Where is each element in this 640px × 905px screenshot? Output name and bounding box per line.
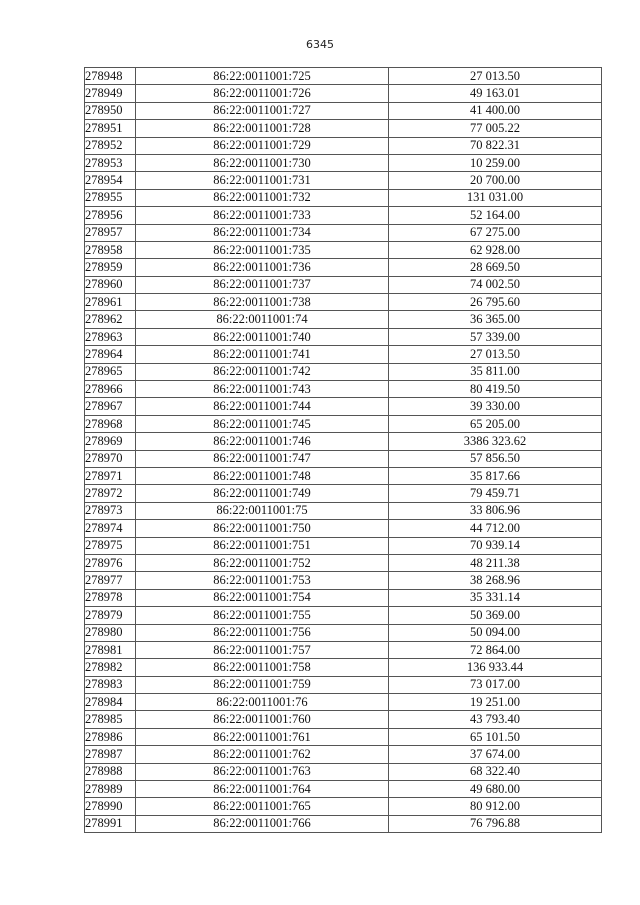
cadastral-value-cell: 52 164.00: [389, 207, 602, 224]
table-row: [85, 415, 602, 432]
table-row: [85, 520, 602, 537]
record-number-cell: 278986: [85, 728, 136, 745]
cadastral-number-cell: 86:22:0011001:748: [136, 467, 389, 484]
record-number-cell: 278964: [85, 346, 136, 363]
record-number-cell: 278979: [85, 607, 136, 624]
cadastral-value-cell: 131 031.00: [389, 189, 602, 206]
cadastral-value-cell: 74 002.50: [389, 276, 602, 293]
record-number-cell: 278958: [85, 241, 136, 258]
record-number-cell: 278955: [85, 189, 136, 206]
record-number-cell: 278976: [85, 554, 136, 571]
table-row: [85, 102, 602, 119]
cadastral-value-cell: 28 669.50: [389, 259, 602, 276]
table-row: [85, 381, 602, 398]
table-row: [85, 589, 602, 606]
cadastral-value-cell: 57 856.50: [389, 450, 602, 467]
record-number-cell: 278975: [85, 537, 136, 554]
cadastral-value-cell: 35 331.14: [389, 589, 602, 606]
table-row: [85, 641, 602, 658]
table-row: [85, 328, 602, 345]
record-number-cell: 278952: [85, 137, 136, 154]
cadastral-number-cell: 86:22:0011001:764: [136, 781, 389, 798]
record-number-cell: 278967: [85, 398, 136, 415]
record-number-cell: 278980: [85, 624, 136, 641]
cadastral-number-cell: 86:22:0011001:76: [136, 694, 389, 711]
record-number-cell: 278968: [85, 415, 136, 432]
record-number-cell: 278949: [85, 85, 136, 102]
cadastral-number-cell: 86:22:0011001:760: [136, 711, 389, 728]
cadastral-value-cell: 39 330.00: [389, 398, 602, 415]
cadastral-value-cell: 72 864.00: [389, 641, 602, 658]
cadastral-number-cell: 86:22:0011001:755: [136, 607, 389, 624]
record-number-cell: 278954: [85, 172, 136, 189]
cadastral-number-cell: 86:22:0011001:740: [136, 328, 389, 345]
table-row: [85, 659, 602, 676]
cadastral-value-cell: 38 268.96: [389, 572, 602, 589]
cadastral-number-cell: 86:22:0011001:766: [136, 815, 389, 832]
cadastral-number-cell: 86:22:0011001:735: [136, 241, 389, 258]
table-row: [85, 241, 602, 258]
table-body: [85, 68, 602, 833]
cadastral-value-cell: 65 101.50: [389, 728, 602, 745]
cadastral-value-cell: 48 211.38: [389, 554, 602, 571]
cadastral-value-cell: 57 339.00: [389, 328, 602, 345]
cadastral-number-cell: 86:22:0011001:750: [136, 520, 389, 537]
table-row: [85, 467, 602, 484]
cadastral-value-cell: 76 796.88: [389, 815, 602, 832]
table-row: [85, 572, 602, 589]
cadastral-value-cell: 68 322.40: [389, 763, 602, 780]
record-number-cell: 278987: [85, 746, 136, 763]
cadastral-value-cell: 80 912.00: [389, 798, 602, 815]
record-number-cell: 278984: [85, 694, 136, 711]
cadastral-number-cell: 86:22:0011001:747: [136, 450, 389, 467]
table-row: [85, 728, 602, 745]
record-number-cell: 278957: [85, 224, 136, 241]
cadastral-number-cell: 86:22:0011001:728: [136, 120, 389, 137]
cadastral-number-cell: 86:22:0011001:729: [136, 137, 389, 154]
cadastral-value-cell: 65 205.00: [389, 415, 602, 432]
table-row: [85, 346, 602, 363]
cadastral-number-cell: 86:22:0011001:756: [136, 624, 389, 641]
cadastral-number-cell: 86:22:0011001:734: [136, 224, 389, 241]
cadastral-value-cell: 33 806.96: [389, 502, 602, 519]
cadastral-number-cell: 86:22:0011001:727: [136, 102, 389, 119]
table-row: [85, 607, 602, 624]
table-row: [85, 363, 602, 380]
table-row: [85, 798, 602, 815]
cadastral-value-cell: 50 369.00: [389, 607, 602, 624]
cadastral-value-cell: 49 163.01: [389, 85, 602, 102]
cadastral-number-cell: 86:22:0011001:75: [136, 502, 389, 519]
record-number-cell: 278965: [85, 363, 136, 380]
cadastral-number-cell: 86:22:0011001:725: [136, 68, 389, 85]
record-number-cell: 278961: [85, 294, 136, 311]
cadastral-number-cell: 86:22:0011001:743: [136, 381, 389, 398]
table-row: [85, 781, 602, 798]
record-number-cell: 278953: [85, 154, 136, 171]
cadastral-value-cell: 62 928.00: [389, 241, 602, 258]
cadastral-value-cell: 136 933.44: [389, 659, 602, 676]
cadastral-value-cell: 70 822.31: [389, 137, 602, 154]
cadastral-value-cell: 44 712.00: [389, 520, 602, 537]
table-row: [85, 189, 602, 206]
record-number-cell: 278956: [85, 207, 136, 224]
table-row: [85, 554, 602, 571]
record-number-cell: 278950: [85, 102, 136, 119]
cadastral-number-cell: 86:22:0011001:745: [136, 415, 389, 432]
cadastral-number-cell: 86:22:0011001:726: [136, 85, 389, 102]
cadastral-number-cell: 86:22:0011001:765: [136, 798, 389, 815]
record-number-cell: 278981: [85, 641, 136, 658]
cadastral-value-cell: 35 817.66: [389, 467, 602, 484]
record-number-cell: 278973: [85, 502, 136, 519]
table-row: [85, 450, 602, 467]
cadastral-number-cell: 86:22:0011001:732: [136, 189, 389, 206]
table-row: [85, 502, 602, 519]
cadastral-value-cell: 77 005.22: [389, 120, 602, 137]
record-number-cell: 278990: [85, 798, 136, 815]
cadastral-number-cell: 86:22:0011001:738: [136, 294, 389, 311]
table-row: [85, 398, 602, 415]
table-row: [85, 763, 602, 780]
cadastral-number-cell: 86:22:0011001:757: [136, 641, 389, 658]
cadastral-value-cell: 37 674.00: [389, 746, 602, 763]
table-row: [85, 433, 602, 450]
cadastral-number-cell: 86:22:0011001:741: [136, 346, 389, 363]
cadastral-number-cell: 86:22:0011001:733: [136, 207, 389, 224]
cadastral-value-cell: 27 013.50: [389, 68, 602, 85]
cadastral-value-cell: 50 094.00: [389, 624, 602, 641]
table-row: [85, 694, 602, 711]
cadastral-number-cell: 86:22:0011001:758: [136, 659, 389, 676]
table-row: [85, 207, 602, 224]
record-number-cell: 278972: [85, 485, 136, 502]
cadastral-value-cell: 27 013.50: [389, 346, 602, 363]
table-row: [85, 154, 602, 171]
cadastral-value-table: [84, 67, 602, 833]
cadastral-value-cell: 70 939.14: [389, 537, 602, 554]
cadastral-value-cell: 26 795.60: [389, 294, 602, 311]
cadastral-number-cell: 86:22:0011001:749: [136, 485, 389, 502]
cadastral-number-cell: 86:22:0011001:761: [136, 728, 389, 745]
cadastral-number-cell: 86:22:0011001:751: [136, 537, 389, 554]
cadastral-number-cell: 86:22:0011001:730: [136, 154, 389, 171]
record-number-cell: 278983: [85, 676, 136, 693]
cadastral-number-cell: 86:22:0011001:762: [136, 746, 389, 763]
record-number-cell: 278989: [85, 781, 136, 798]
record-number-cell: 278974: [85, 520, 136, 537]
record-number-cell: 278977: [85, 572, 136, 589]
record-number-cell: 278969: [85, 433, 136, 450]
cadastral-number-cell: 86:22:0011001:759: [136, 676, 389, 693]
cadastral-value-cell: 20 700.00: [389, 172, 602, 189]
record-number-cell: 278978: [85, 589, 136, 606]
record-number-cell: 278959: [85, 259, 136, 276]
table-row: [85, 276, 602, 293]
table-row: [85, 68, 602, 85]
cadastral-value-cell: 3386 323.62: [389, 433, 602, 450]
table-row: [85, 311, 602, 328]
record-number-cell: 278982: [85, 659, 136, 676]
record-number-cell: 278948: [85, 68, 136, 85]
cadastral-number-cell: 86:22:0011001:74: [136, 311, 389, 328]
record-number-cell: 278951: [85, 120, 136, 137]
table-row: [85, 624, 602, 641]
table-row: [85, 294, 602, 311]
record-number-cell: 278988: [85, 763, 136, 780]
cadastral-value-cell: 79 459.71: [389, 485, 602, 502]
table-row: [85, 259, 602, 276]
cadastral-number-cell: 86:22:0011001:737: [136, 276, 389, 293]
cadastral-number-cell: 86:22:0011001:754: [136, 589, 389, 606]
cadastral-number-cell: 86:22:0011001:753: [136, 572, 389, 589]
cadastral-number-cell: 86:22:0011001:731: [136, 172, 389, 189]
cadastral-value-cell: 36 365.00: [389, 311, 602, 328]
table-row: [85, 676, 602, 693]
cadastral-value-cell: 73 017.00: [389, 676, 602, 693]
cadastral-value-cell: 35 811.00: [389, 363, 602, 380]
cadastral-value-cell: 10 259.00: [389, 154, 602, 171]
cadastral-number-cell: 86:22:0011001:752: [136, 554, 389, 571]
table-row: [85, 711, 602, 728]
cadastral-value-cell: 67 275.00: [389, 224, 602, 241]
page-number: 6345: [306, 38, 334, 51]
cadastral-value-cell: 49 680.00: [389, 781, 602, 798]
cadastral-value-cell: 19 251.00: [389, 694, 602, 711]
cadastral-number-cell: 86:22:0011001:744: [136, 398, 389, 415]
cadastral-value-cell: 43 793.40: [389, 711, 602, 728]
record-number-cell: 278962: [85, 311, 136, 328]
cadastral-number-cell: 86:22:0011001:746: [136, 433, 389, 450]
cadastral-value-cell: 80 419.50: [389, 381, 602, 398]
record-number-cell: 278963: [85, 328, 136, 345]
table-row: [85, 746, 602, 763]
record-number-cell: 278985: [85, 711, 136, 728]
record-number-cell: 278966: [85, 381, 136, 398]
cadastral-number-cell: 86:22:0011001:763: [136, 763, 389, 780]
table-row: [85, 537, 602, 554]
table-row: [85, 85, 602, 102]
table-row: [85, 815, 602, 832]
record-number-cell: 278960: [85, 276, 136, 293]
table-row: [85, 485, 602, 502]
cadastral-value-cell: 41 400.00: [389, 102, 602, 119]
cadastral-number-cell: 86:22:0011001:742: [136, 363, 389, 380]
table-row: [85, 224, 602, 241]
record-number-cell: 278970: [85, 450, 136, 467]
table-row: [85, 120, 602, 137]
cadastral-number-cell: 86:22:0011001:736: [136, 259, 389, 276]
table-row: [85, 137, 602, 154]
record-number-cell: 278991: [85, 815, 136, 832]
table-row: [85, 172, 602, 189]
record-number-cell: 278971: [85, 467, 136, 484]
